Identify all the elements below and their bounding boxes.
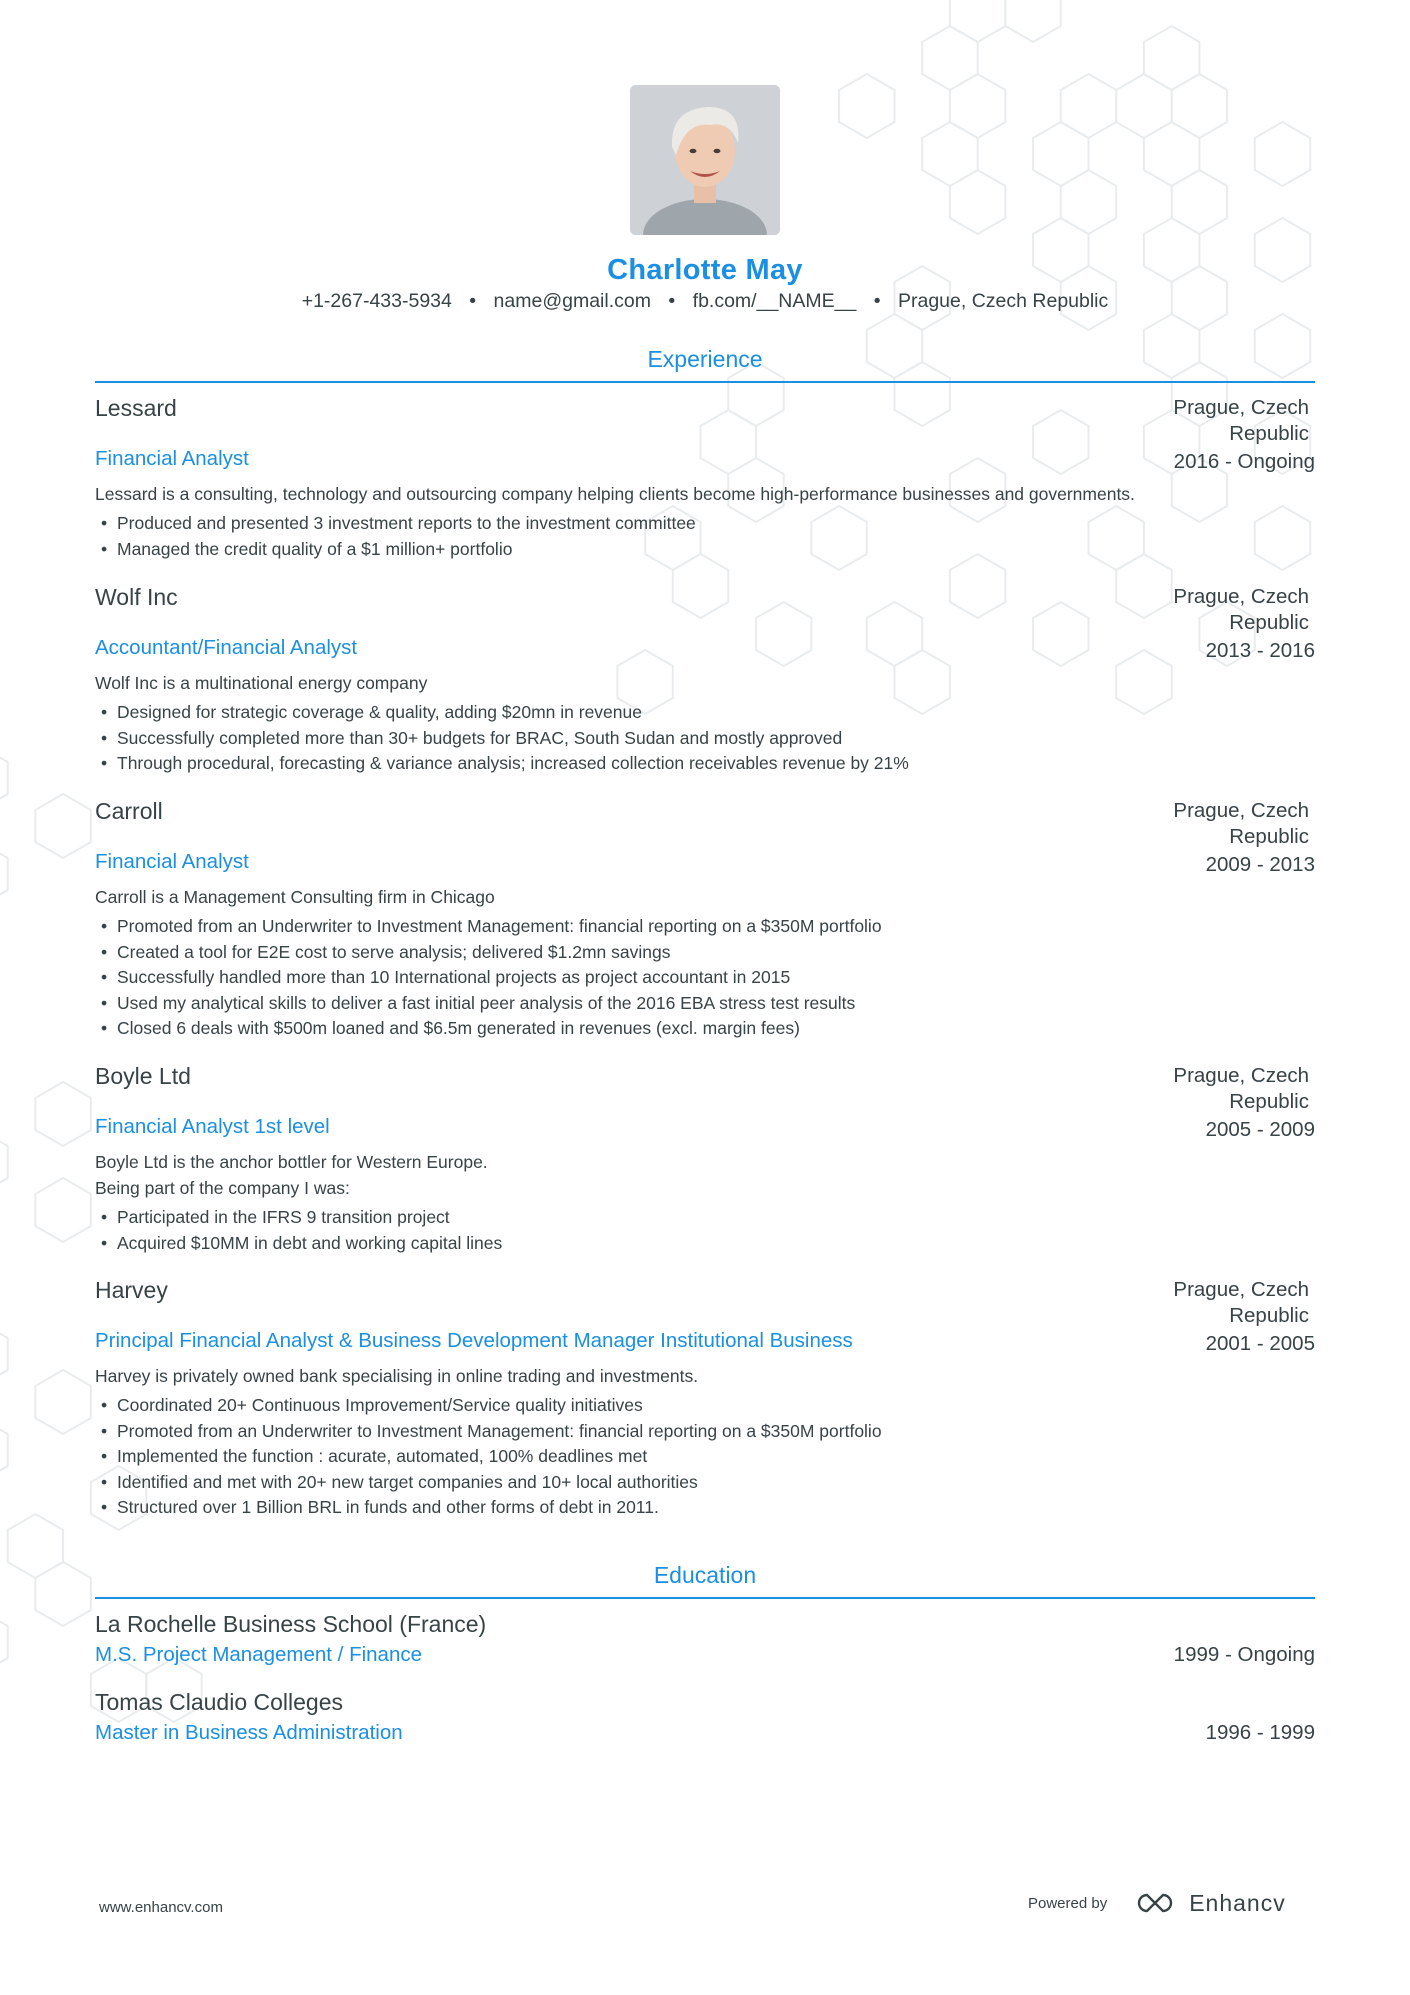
education-dates: 1996 - 1999	[1205, 1721, 1315, 1744]
list-item: • Managed the credit quality of a $1 million+ portfolio	[95, 537, 696, 563]
job-title: Financial Analyst 1st level	[95, 1115, 330, 1138]
company-description	[95, 884, 495, 910]
company-name: Harvey	[95, 1277, 168, 1303]
background-hexagon	[35, 1178, 91, 1242]
job-dates: 2013 - 2016	[1205, 639, 1315, 662]
achievement-list	[95, 914, 882, 1042]
background-hexagon	[950, 74, 1006, 138]
description-line: Harvey is privately owned bank specialising in online trading and investments.	[95, 1366, 699, 1386]
background-hexagon	[673, 554, 728, 618]
list-item: • Structured over 1 Billion BRL in funds and other forms of debt in 2011.	[95, 1495, 882, 1521]
description-line: Boyle Ltd is the anchor bottler for Western Europe.	[95, 1152, 488, 1172]
background-hexagon	[867, 602, 922, 666]
job-location: Prague, Czech Republic	[1173, 1278, 1309, 1327]
email[interactable]: name@gmail.com	[493, 290, 651, 312]
separator-dot: •	[668, 290, 676, 312]
company-name: Wolf Inc	[95, 584, 178, 610]
job-location: Prague, Czech Republic	[1173, 1064, 1309, 1113]
background-hexagon	[922, 26, 978, 90]
person-portrait-icon	[630, 85, 780, 235]
list-item: • Participated in the IFRS 9 transition project	[95, 1205, 502, 1231]
background-hexagon	[1144, 122, 1200, 186]
candidate-name: Charlotte May	[607, 254, 803, 286]
background-hexagon	[701, 410, 757, 474]
enhancv-logo-icon	[1133, 1891, 1179, 1915]
background-hexagon	[0, 746, 8, 810]
job-meta	[1149, 395, 1315, 475]
background-hexagon	[1255, 122, 1310, 186]
brand-name: Enhancv	[1189, 1889, 1286, 1916]
job-meta	[1149, 798, 1315, 878]
profile-photo	[630, 85, 780, 235]
background-hexagon	[1033, 602, 1088, 666]
education-dates: 1999 - Ongoing	[1173, 1643, 1315, 1666]
achievement-list	[95, 511, 696, 562]
background-hexagon	[1172, 74, 1227, 138]
list-item: • Promoted from an Underwriter to Investment Management: financial reporting on a $350M portfolio	[95, 914, 882, 940]
job-dates: 2009 - 2013	[1205, 853, 1315, 876]
company-name: Boyle Ltd	[95, 1063, 191, 1089]
job-title: Financial Analyst	[95, 447, 249, 470]
company-name: Carroll	[95, 798, 163, 824]
background-hexagon	[35, 1562, 91, 1626]
background-hexagon	[0, 1322, 8, 1386]
list-item: • Used my analytical skills to deliver a fast initial peer analysis of the 2016 EBA stress test results	[95, 991, 882, 1017]
job-location: Prague, Czech Republic	[1173, 585, 1309, 634]
background-hexagon	[756, 602, 811, 666]
background-hexagon	[950, 554, 1006, 618]
list-item: • Produced and presented 3 investment reports to the investment committee	[95, 511, 696, 537]
background-hexagon	[950, 170, 1006, 234]
background-hexagon	[0, 1130, 8, 1194]
achievement-list	[95, 700, 909, 777]
achievement-list	[95, 1205, 502, 1256]
background-hexagon	[1033, 122, 1088, 186]
list-item: • Coordinated 20+ Continuous Improvement/Service quality initiatives	[95, 1393, 882, 1419]
website-link[interactable]: www.enhancv.com	[99, 1899, 223, 1916]
background-hexagon	[922, 122, 978, 186]
contact-line	[95, 290, 1315, 313]
list-item: • Closed 6 deals with $500m loaned and $6.5m generated in revenues (excl. margin fees)	[95, 1016, 882, 1042]
background-hexagon	[35, 794, 91, 858]
background-hexagon	[35, 1082, 91, 1146]
description-line: Lessard is a consulting, technology and outsourcing company helping clients become high-performance businesses and governments.	[95, 484, 1135, 504]
background-hexagon	[1033, 410, 1088, 474]
list-item: • Created a tool for E2E cost to serve analysis; delivered $1.2mn savings	[95, 940, 882, 966]
list-item: • Acquired $10MM in debt and working capital lines	[95, 1231, 502, 1257]
job-title: Financial Analyst	[95, 850, 249, 873]
background-hexagon	[1144, 26, 1200, 90]
company-name: Lessard	[95, 395, 177, 421]
company-description	[95, 481, 1135, 507]
company-description	[95, 670, 427, 696]
job-location: Prague, Czech Republic	[1173, 396, 1309, 445]
experience-heading: Experience	[647, 346, 763, 372]
background-hexagon	[1089, 506, 1144, 570]
achievement-list	[95, 1393, 882, 1521]
company-description	[95, 1149, 488, 1201]
background-hexagon	[1255, 506, 1310, 570]
school-name: La Rochelle Business School (France)	[95, 1611, 487, 1637]
background-hexagon	[8, 1514, 63, 1578]
job-meta	[1149, 1063, 1315, 1143]
list-item: • Successfully handled more than 10 International projects as project accountant in 2015	[95, 965, 882, 991]
phone[interactable]: +1-267-433-5934	[301, 290, 452, 312]
job-dates: 2001 - 2005	[1205, 1332, 1315, 1355]
background-hexagon	[1061, 74, 1116, 138]
background-hexagon	[0, 842, 8, 906]
list-item: • Designed for strategic coverage & quality, adding $20mn in revenue	[95, 700, 909, 726]
facebook-link[interactable]: fb.com/__NAME__	[692, 290, 857, 312]
description-line: Being part of the company I was:	[95, 1178, 350, 1198]
job-dates: 2005 - 2009	[1205, 1118, 1315, 1141]
separator-dot: •	[469, 290, 477, 312]
background-hexagon	[35, 1370, 91, 1434]
list-item: • Through procedural, forecasting & variance analysis; increased collection receivables revenue by 21%	[95, 751, 909, 777]
education-divider	[95, 1597, 1315, 1599]
job-title: Principal Financial Analyst & Business Development Manager Institutional Business	[95, 1329, 853, 1352]
separator-dot: •	[873, 290, 881, 312]
background-hexagon	[1061, 170, 1116, 234]
job-dates: 2016 - Ongoing	[1173, 450, 1315, 473]
background-hexagon	[0, 1418, 8, 1482]
job-meta	[1149, 584, 1315, 664]
location: Prague, Czech Republic	[897, 290, 1109, 312]
description-line: Carroll is a Management Consulting firm in Chicago	[95, 887, 495, 907]
education-heading: Education	[653, 1562, 757, 1588]
degree-name: M.S. Project Management / Finance	[95, 1643, 423, 1666]
experience-divider	[95, 381, 1315, 383]
background-hexagon	[950, 0, 1006, 42]
list-item: • Identified and met with 20+ new target companies and 10+ local authorities	[95, 1470, 882, 1496]
powered-by-label: Powered by	[1028, 1894, 1108, 1912]
background-hexagon	[811, 506, 866, 570]
background-hexagon	[1172, 170, 1227, 234]
background-hexagon	[839, 74, 894, 138]
background-hexagon	[0, 1610, 8, 1674]
job-meta	[1149, 1277, 1315, 1357]
job-title: Accountant/Financial Analyst	[95, 636, 358, 659]
company-description	[95, 1363, 698, 1389]
school-name: Tomas Claudio Colleges	[95, 1689, 344, 1715]
list-item: • Successfully completed more than 30+ budgets for BRAC, South Sudan and mostly approved	[95, 726, 909, 752]
degree-name: Master in Business Administration	[95, 1721, 403, 1744]
background-hexagon	[1005, 0, 1060, 42]
description-line: Wolf Inc is a multinational energy company	[95, 673, 428, 693]
list-item: • Implemented the function : acurate, automated, 100% deadlines met	[95, 1444, 882, 1470]
job-location: Prague, Czech Republic	[1173, 799, 1309, 848]
list-item: • Promoted from an Underwriter to Investment Management: financial reporting on a $350M portfolio	[95, 1419, 882, 1445]
background-hexagon	[1116, 74, 1172, 138]
powered-by-badge[interactable]	[1028, 1886, 1286, 1920]
